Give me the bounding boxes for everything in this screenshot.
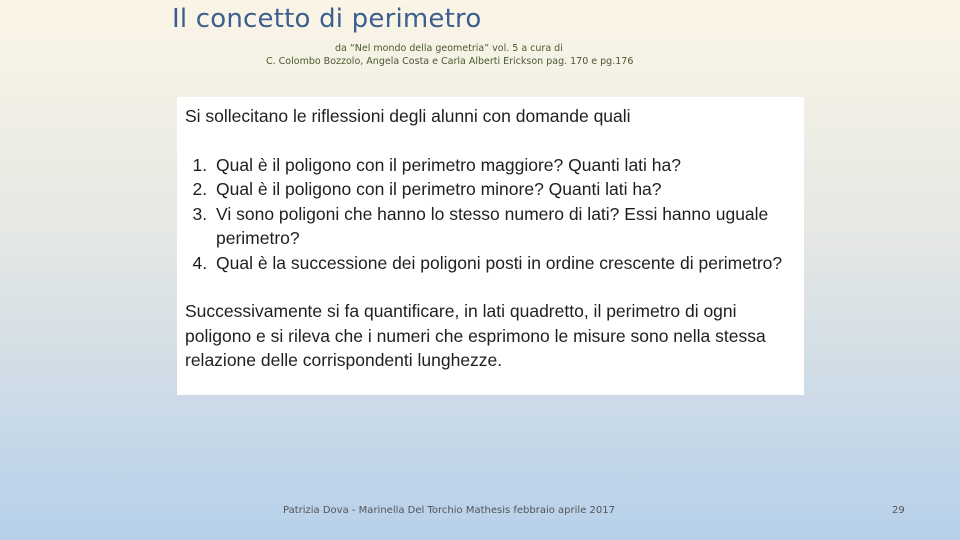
- source-credit-line-2: C. Colombo Bozzolo, Angela Costa e Carla Alberti Erickson pag. 170 e pg.176: [266, 56, 634, 67]
- question-item: 4. Qual è la successione dei poligoni posti in ordine crescente di perimetro?: [212, 251, 796, 276]
- intro-text: Si sollecitano le riflessioni degli alunni con domande quali: [185, 106, 631, 126]
- questions-list: [185, 153, 796, 276]
- footer-text: Patrizia Dova - Marinella Del Torchio Mathesis febbraio aprile 2017: [283, 505, 615, 516]
- content-box: [177, 97, 804, 395]
- outro-text: Successivamente si fa quantificare, in lati quadretto, il perimetro di ogni poligono e si rileva che i numeri che esprimono le misure sono nella stessa relazione delle corrispondenti lunghezze.: [185, 301, 766, 370]
- question-item: 2. Qual è il poligono con il perimetro minore? Quanti lati ha?: [212, 177, 796, 202]
- question-item: 3. Vi sono poligoni che hanno lo stesso numero di lati? Essi hanno uguale perimetro?: [212, 202, 796, 251]
- page-number: 29: [892, 505, 905, 516]
- question-item: 1. Qual è il poligono con il perimetro maggiore? Quanti lati ha?: [212, 153, 796, 178]
- slide-title: Il concetto di perimetro: [172, 4, 482, 34]
- source-credit-line-1: da “Nel mondo della geometria” vol. 5 a cura di: [335, 43, 563, 54]
